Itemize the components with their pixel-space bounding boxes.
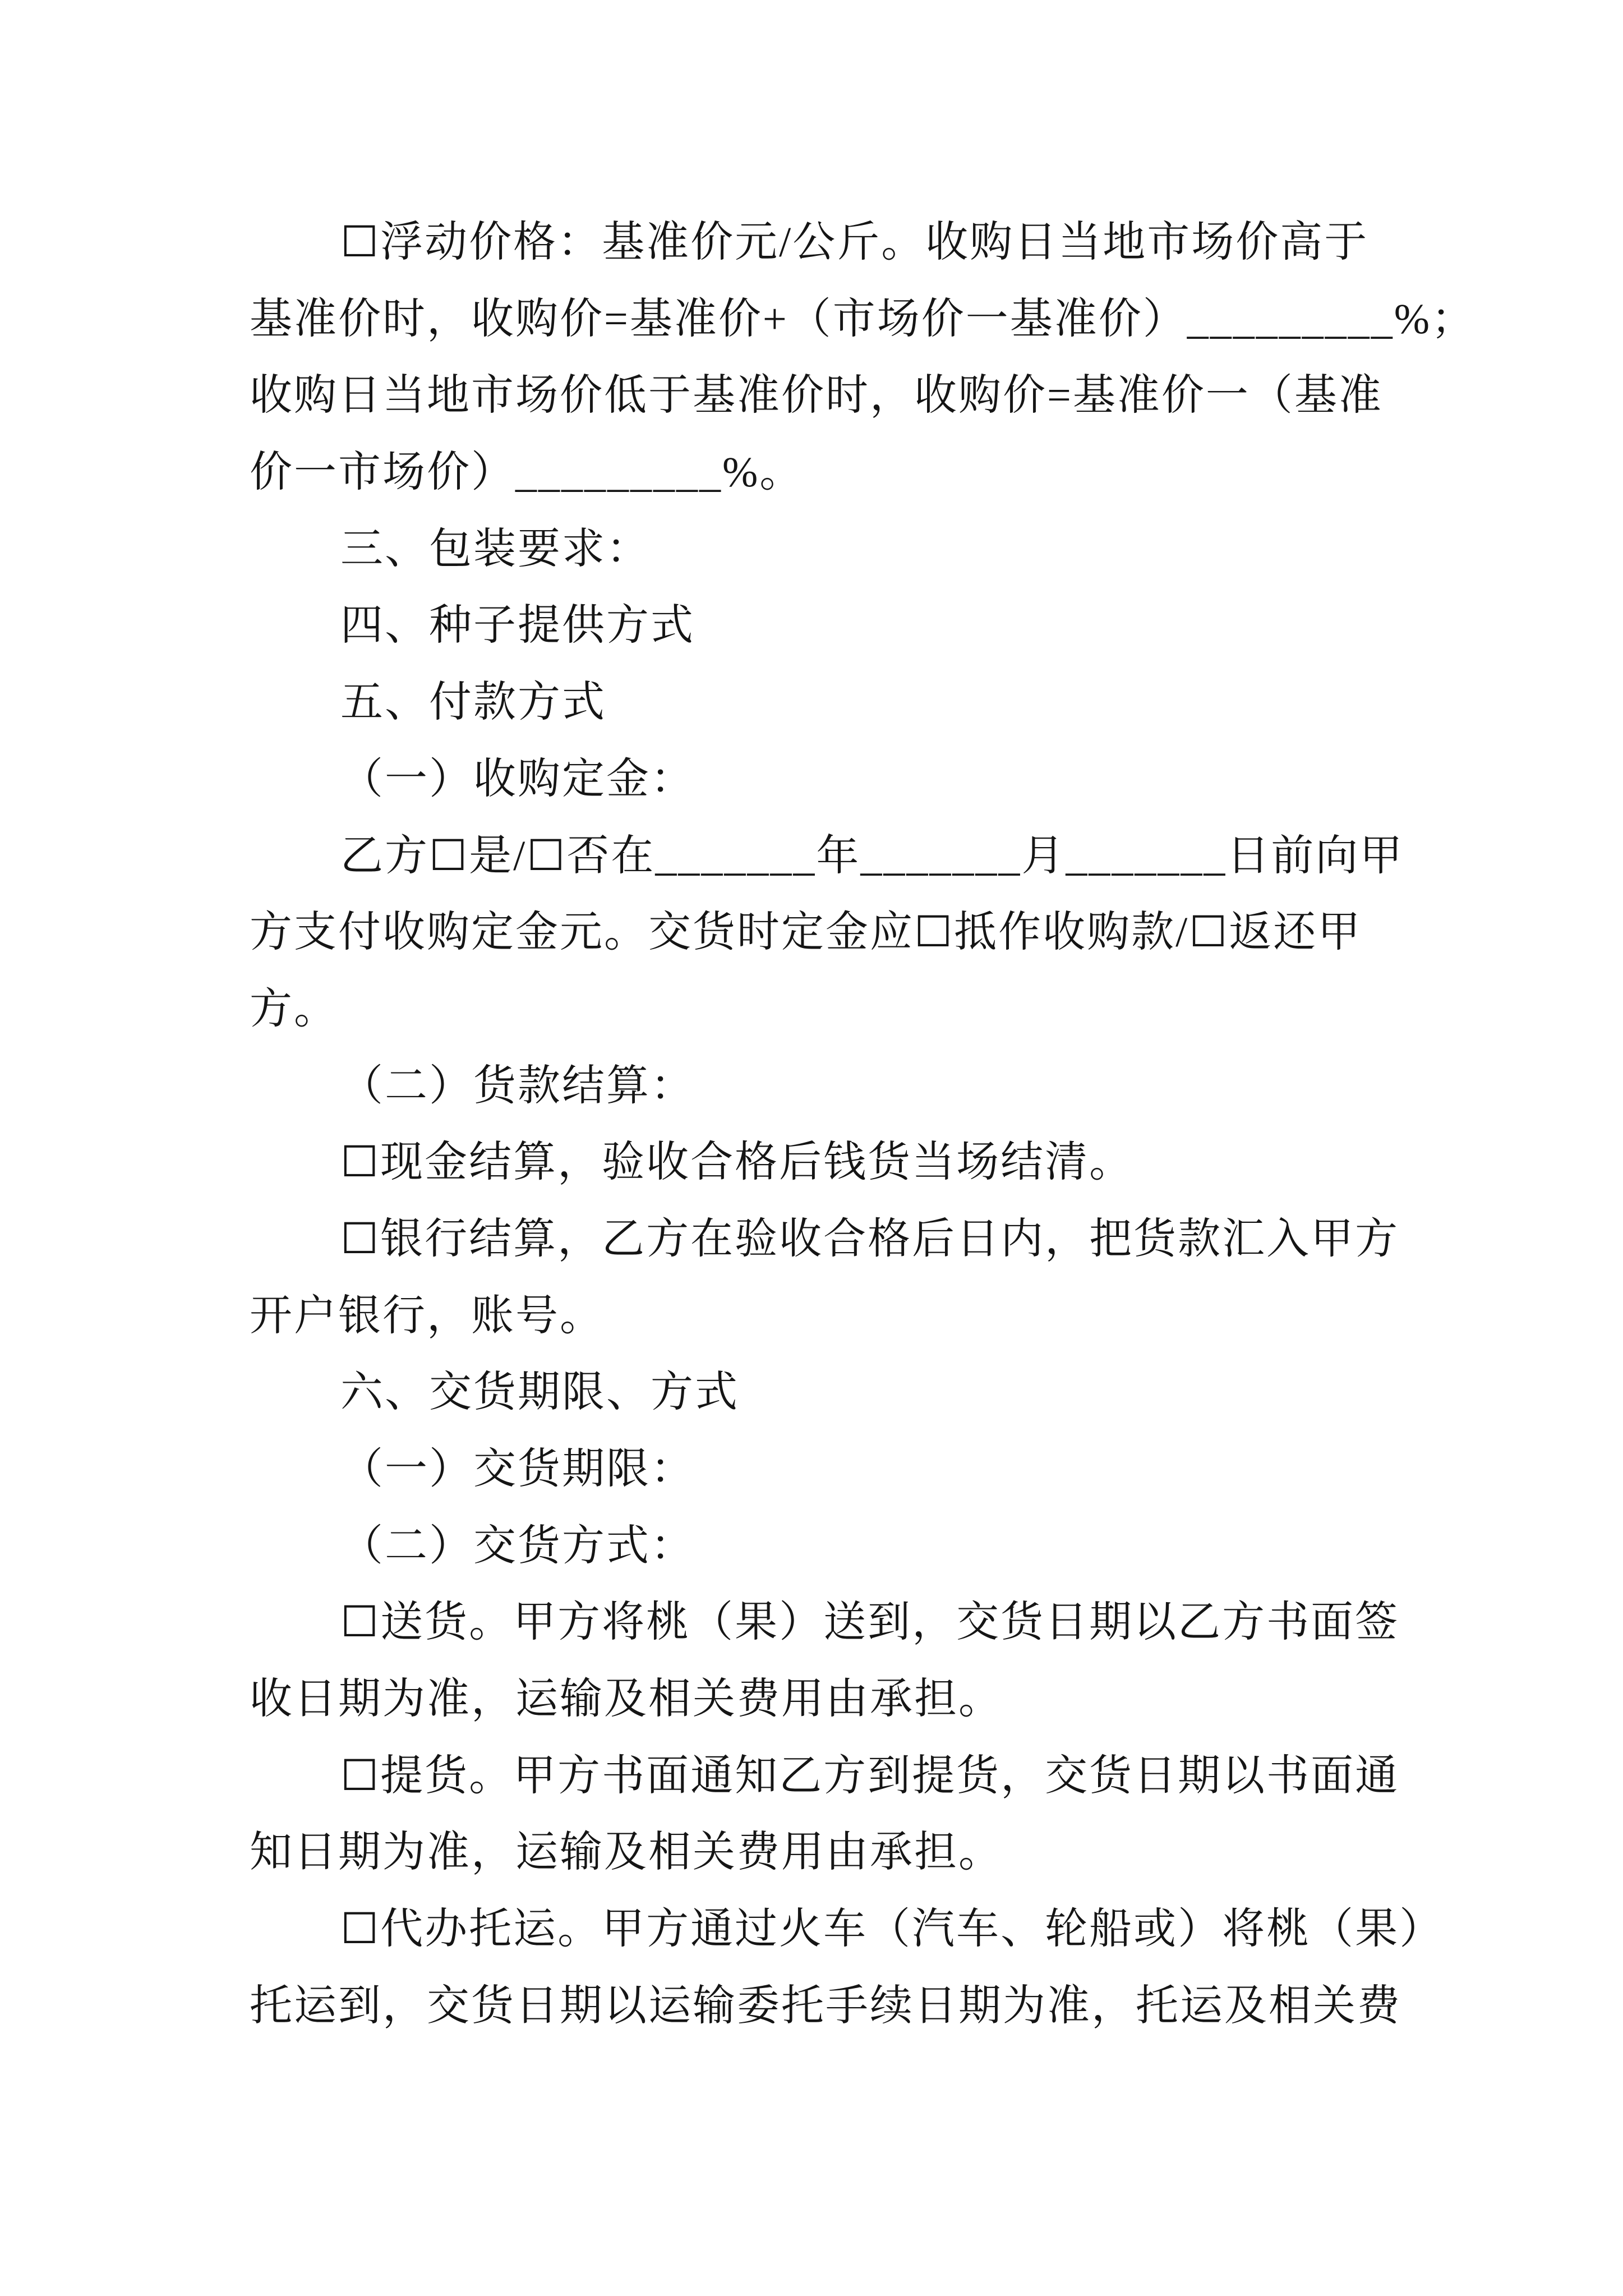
deposit-line-2: 方支付收购定金元。交货时定金应☐抵作收购款/☐返还甲 (250, 909, 1362, 956)
cash-settlement-option: ☐现金结算，验收合格后钱货当场结清。 (340, 1139, 1134, 1186)
consignment-option-line-2: 托运到，交货日期以运输委托手续日期为准，托运及相关费 (250, 1982, 1401, 2030)
delivery-option-line-2: 收日期为准，运输及相关费用由承担。 (250, 1676, 1003, 1723)
section-heading-packaging: 三、包装要求： (340, 525, 651, 573)
bank-settlement-line-2: 开户银行，账号。 (250, 1292, 604, 1340)
floating-price-line-2: 基准价时，收购价=基准价+（市场价一基准价）_________%； (250, 295, 1476, 343)
floating-price-line-3: 收购日当地市场价低于基准价时，收购价=基准价一（基准 (250, 372, 1383, 420)
bank-settlement-line-1: ☐银行结算，乙方在验收合格后日内，把货款汇入甲方 (340, 1215, 1400, 1263)
subheading-settlement: （二）货款结算： (340, 1062, 695, 1110)
section-heading-seed-supply: 四、种子提供方式 (340, 602, 695, 650)
delivery-option-line-1: ☐送货。甲方将桃（果）送到，交货日期以乙方书面签 (340, 1599, 1400, 1646)
floating-price-line-1: ☐浮动价格：基准价元/公斤。收购日当地市场价高于 (340, 219, 1369, 266)
floating-price-line-4: 价一市场价）_________%。 (250, 449, 804, 496)
deposit-line-3: 方。 (250, 985, 338, 1033)
deposit-line-1: 乙方☐是/☐否在_______年_______月_______日前向甲 (340, 832, 1404, 880)
subheading-deposit: （一）收购定金： (340, 755, 695, 803)
section-heading-payment: 五、付款方式 (340, 679, 606, 726)
section-heading-delivery: 六、交货期限、方式 (340, 1369, 739, 1416)
pickup-option-line-2: 知日期为准，运输及相关费用由承担。 (250, 1829, 1003, 1876)
document-body (0, 204, 1623, 2045)
pickup-option-line-1: ☐提货。甲方书面通知乙方到提货，交货日期以书面通 (340, 1752, 1400, 1800)
subheading-delivery-period: （一）交货期限： (340, 1446, 695, 1493)
consignment-option-line-1: ☐代办托运。甲方通过火车（汽车、轮船或）将桃（果） (340, 1906, 1444, 1953)
subheading-delivery-method: （二）交货方式： (340, 1522, 695, 1570)
